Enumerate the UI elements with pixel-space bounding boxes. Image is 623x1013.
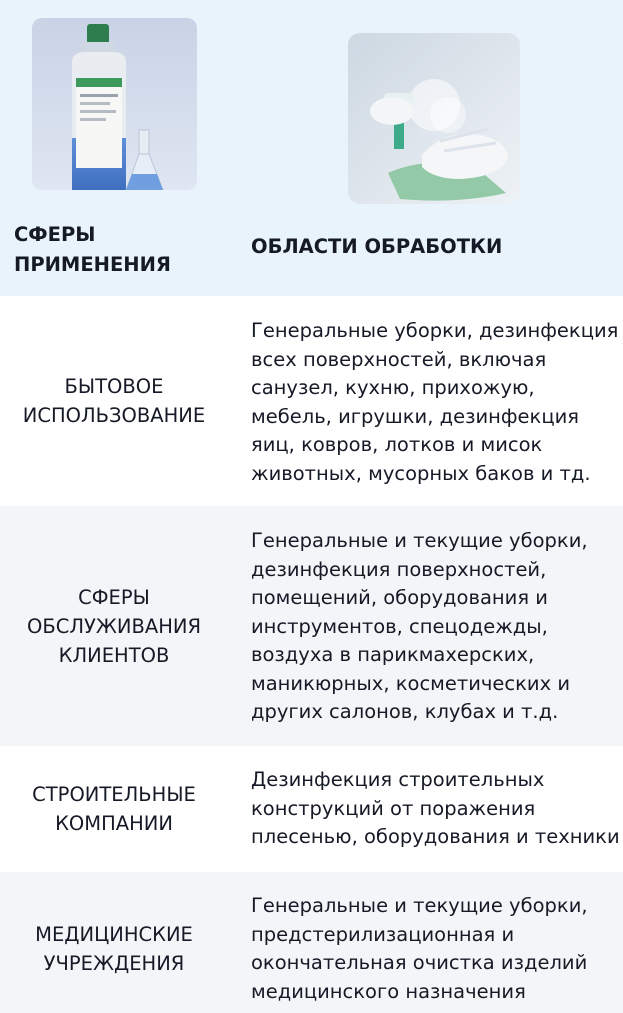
areas-cell: Генеральные уборки, дезинфекция всех поверхностей, включая санузел, кухню, прихожую, мебель, игрушки, дезинфекция яиц, ковров, лотков и мисок животных, мусорных баков и тд. bbox=[251, 319, 619, 485]
cleaning-gloves-image bbox=[348, 33, 520, 204]
table-row bbox=[0, 506, 623, 746]
product-bottle-image bbox=[32, 18, 197, 190]
areas-cell: Дезинфекция строительных конструкций от поражения плесенью, оборудования и техники bbox=[251, 768, 620, 848]
areas-cell: Генеральные и текущие уборки, предстерилизационная и окончательная очистка изделий медицинского назначения bbox=[251, 894, 588, 1003]
header-application-spheres: СФЕРЫ ПРИМЕНЕНИЯ bbox=[14, 223, 171, 276]
sphere-cell: СТРОИТЕЛЬНЫЕ КОМПАНИИ bbox=[32, 783, 196, 835]
sphere-cell: МЕДИЦИНСКИЕ УЧРЕЖДЕНИЯ bbox=[35, 922, 193, 975]
table-row bbox=[0, 296, 623, 506]
table-row bbox=[0, 746, 623, 872]
table-header bbox=[0, 0, 623, 296]
sphere-cell: СФЕРЫ ОБСЛУЖИВАНИЯ КЛИЕНТОВ bbox=[27, 585, 201, 667]
areas-cell: Генеральные и текущие уборки, дезинфекция поверхностей, помещений, оборудования и инструментов, спецодежды, воздуха в парикмахерских, маникюрных, косметических и других салонов, клубах и т.д. bbox=[251, 529, 588, 723]
sphere-cell: БЫТОВОЕ ИСПОЛЬЗОВАНИЕ bbox=[22, 375, 206, 427]
table-row bbox=[0, 872, 623, 1013]
header-treatment-areas: ОБЛАСТИ ОБРАБОТКИ bbox=[251, 235, 503, 258]
